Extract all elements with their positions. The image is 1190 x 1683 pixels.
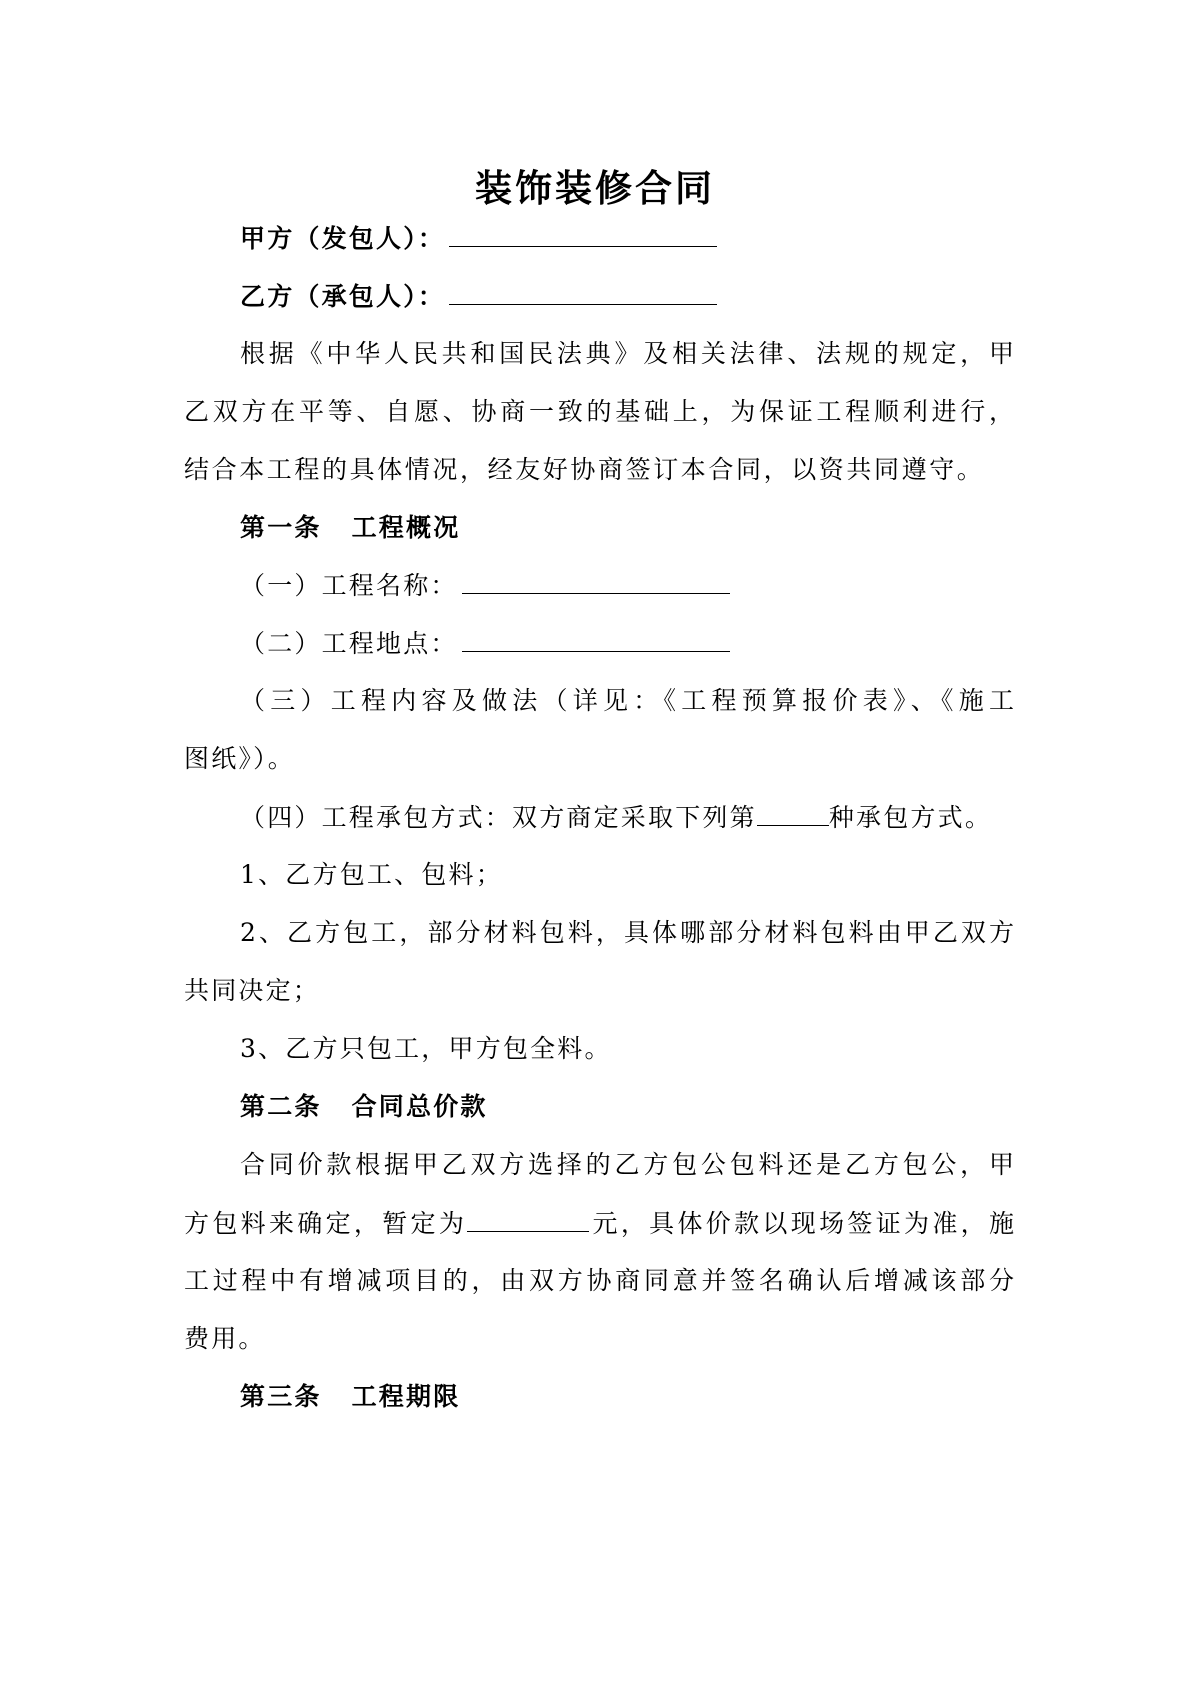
contract-method-before: （四）工程承包方式：双方商定采取下列第: [240, 803, 757, 832]
option-3: 3、乙方只包工，甲方包全料。: [240, 1034, 612, 1063]
intro-line-2: 乙双方在平等、自愿、协商一致的基础上，为保证工程顺利进行，: [184, 397, 1014, 426]
article-1-number: 第一条: [240, 513, 322, 542]
price-amount-blank[interactable]: [467, 1205, 589, 1232]
project-name-line: [240, 567, 1070, 604]
article-3-number: 第三条: [240, 1382, 322, 1411]
article-2-heading: [240, 1089, 1070, 1125]
intro-line-1: 根据《中华人民共和国民法典》及相关法律、法规的规定，甲: [240, 339, 1014, 368]
party-b-line: [240, 278, 1070, 315]
contract-method-line: [240, 799, 1070, 836]
article-3-title: 工程期限: [351, 1382, 461, 1411]
project-name-blank[interactable]: [462, 567, 730, 594]
price-line-2: [184, 1205, 1014, 1242]
party-b-blank[interactable]: [449, 278, 717, 305]
price-line-3: 工过程中有增减项目的，由双方协商同意并签名确认后增减该部分: [184, 1266, 1014, 1295]
project-name-label: （一）工程名称：: [240, 571, 458, 600]
project-location-label: （二）工程地点：: [240, 629, 458, 658]
party-a-blank[interactable]: [449, 220, 717, 247]
article-1-heading: [240, 510, 1070, 546]
price-line-2-after: 元，具体价款以现场签证为准，施: [589, 1209, 1014, 1238]
project-content-line-2: 图纸》）。: [184, 744, 296, 773]
project-location-line: [240, 625, 1070, 662]
contract-method-blank[interactable]: [757, 799, 829, 826]
price-line-1: 合同价款根据甲乙双方选择的乙方包公包料还是乙方包公，甲: [240, 1150, 1014, 1179]
project-location-blank[interactable]: [462, 625, 730, 652]
option-2-line-1: 2、乙方包工，部分材料包料，具体哪部分材料包料由甲乙双方: [240, 918, 1014, 947]
party-a-label: 甲方（发包人）：: [240, 224, 446, 253]
article-3-heading: [240, 1379, 1070, 1415]
document-title: 装饰装修合同: [475, 166, 715, 210]
party-a-line: [240, 220, 1070, 257]
article-2-title: 合同总价款: [351, 1092, 488, 1121]
price-line-2-before: 方包料来确定，暂定为: [184, 1209, 468, 1238]
contract-method-after: 种承包方式。: [828, 803, 993, 832]
intro-line-3: 结合本工程的具体情况，经友好协商签订本合同，以资共同遵守。: [184, 455, 985, 484]
option-1: 1、乙方包工、包料；: [240, 860, 503, 889]
price-line-4: 费用。: [184, 1324, 266, 1353]
party-b-label: 乙方（承包人）：: [240, 282, 446, 311]
article-1-title: 工程概况: [351, 513, 461, 542]
option-2-line-2: 共同决定；: [184, 976, 321, 1005]
project-content-line-1: （三）工程内容及做法（详见：《工程预算报价表》、《施工: [240, 686, 1014, 715]
article-2-number: 第二条: [240, 1092, 322, 1121]
